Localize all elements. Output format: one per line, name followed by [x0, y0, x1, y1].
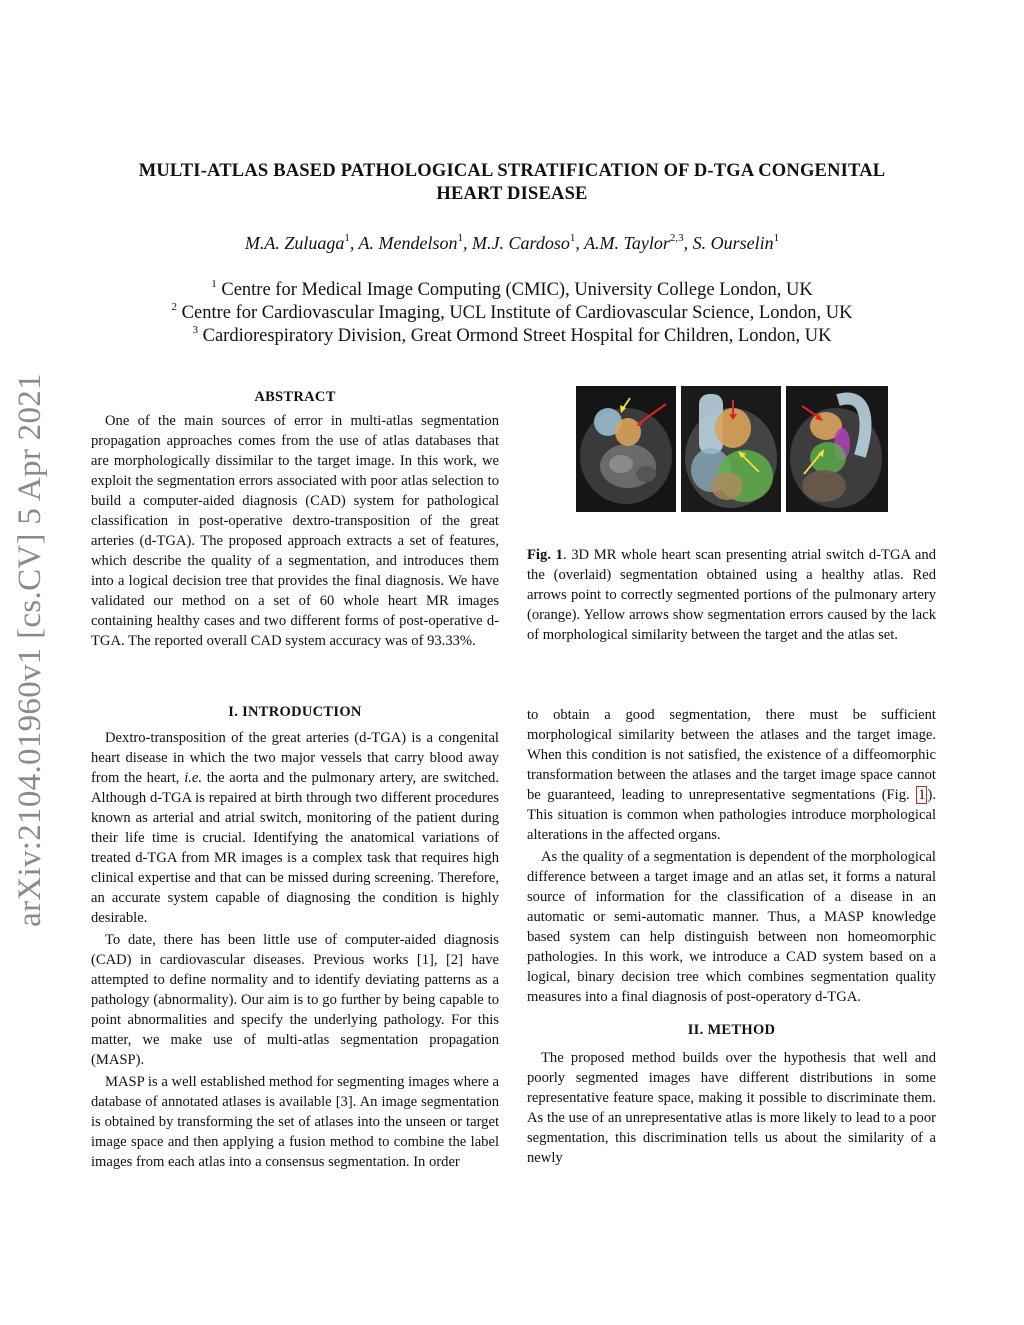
figure-1-images: [576, 386, 888, 512]
mr-coronal-image: [681, 386, 781, 512]
intro-p1-ie: i.e.: [184, 770, 203, 786]
affiliation-3: [100, 324, 924, 347]
figure-1-reference-link[interactable]: 1: [918, 787, 926, 803]
method-heading: II. METHOD: [687, 1022, 776, 1038]
intro-paragraph-1: [91, 728, 499, 928]
right-p1-text-a: to obtain a good segmentation, there must be sufficient morphological similarity between the atlases and the target image. When this condition is not satisfied, the existence of a diffeomorphic transformation between the atlases and the target image space cannot be guaranteed, leading to unrepresentative segmentations (Fig.: [527, 707, 936, 803]
title-line-2: HEART DISEASE: [436, 184, 588, 204]
abstract-heading: ABSTRACT: [254, 389, 336, 405]
author-name: S. Ourselin: [692, 233, 774, 253]
author-name: A.M. Taylor: [584, 233, 670, 253]
affiliation-2: [100, 301, 924, 324]
abstract-section: [91, 389, 499, 651]
mr-sagittal-image: [786, 386, 888, 512]
right-paragraph-1: [527, 705, 936, 845]
intro-p1-text-a: Dextro-transposition of the great arteries (d-TGA) is a congenital heart disease in which the two major vessels that carry blood away from the heart,: [91, 730, 499, 786]
author-name: A. Mendelson: [358, 233, 458, 253]
right-paragraph-2: As the quality of a segmentation is dependent of the morphological difference between a target image and an atlas set, it forms a natural source of information for the classification of a disease in an automatic or semi-automatic manner. Thus, a MASP knowledge based system can help distinguish between non homeomorphic pathologies. In this work, we introduce a CAD system based on a logical, binary decision tree which combines segmentation quality measures into a final diagnosis of post-operatory d-TGA.: [527, 849, 936, 1005]
paper-title: [100, 160, 924, 206]
affiliation-sup: 2: [171, 301, 178, 313]
right-column-text: [527, 705, 936, 1168]
intro-paragraph-2: To date, there has been little use of computer-aided diagnosis (CAD) in cardiovascular diseases. Previous works [1], [2] have attempted to define normality and to identify deviating patterns as a pathology (abnormality). Our aim is to go further by being capable to point abnormalities and specify the underlying pathology. For this matter, we make use of multi-atlas segmentation propagation (MASP).: [91, 932, 499, 1068]
author-sup: 1: [457, 232, 464, 244]
introduction-heading: I. INTRODUCTION: [228, 704, 362, 720]
mr-axial-image: [576, 386, 676, 512]
author-sup: 1: [569, 232, 576, 244]
author-name: M.A. Zuluaga: [244, 233, 345, 253]
mr-panel-sagittal: [786, 386, 888, 512]
intro-p1-text-b: the aorta and the pulmonary artery, are switched. Although d-TGA is repaired at birth through two different procedures known as arterial and atrial switch, monitoring of the patient during their life time is crucial. Identifying the anatomical variations of treated d-TGA from MR images is a complex task that requires high clinical expertise and that can be missed during screening. Therefore, an accurate system capable of diagnosing the condition is highly desirable.: [91, 770, 499, 926]
author-sup: 1: [773, 232, 780, 244]
method-paragraph-1: The proposed method builds over the hypothesis that well and poorly segmented images have different distributions in some representative feature space, making it possible to discriminate them. As the use of an unrepresentative atlas is more likely to lead to a poor segmentation, this discrimination tells us about the similarity of a newly: [527, 1050, 936, 1166]
author-sup: 1: [344, 232, 350, 244]
affiliation-sup: 1: [211, 278, 217, 290]
author-list: M.A. Zuluaga$^1$, A. Mendelson$^1$, M.J. Cardoso$^1$, A.M. Taylor$^{2,3}$, S. Ourselin$^1$: [244, 232, 780, 253]
figure-caption-text: . 3D MR whole heart scan presenting atrial switch d-TGA and the (overlaid) segmentation obtained using a healthy atlas. Red arrows point to correctly segmented portions of the pulmonary artery (orange). Yellow arrows show segmentation errors caused by the lack of morphological similarity between the target and the atlas set.: [527, 547, 936, 643]
author-sup: 2,3: [669, 232, 684, 244]
introduction-section: [91, 704, 499, 1172]
author-name: M.J. Cardoso: [472, 233, 570, 253]
affiliation-text: Centre for Cardiovascular Imaging, UCL Institute of Cardiovascular Science, London, UK: [181, 303, 853, 323]
intro-paragraph-3: MASP is a well established method for segmenting images where a database of annotated atlases is available [3]. An image segmentation is obtained by transforming the set of atlases into the unseen or target image space and then applying a fusion method to combine the label images from each atlas into a consensus segmentation. In order: [91, 1074, 499, 1170]
abstract-text: One of the main sources of error in multi-atlas segmentation propagation approaches comes from the use of atlas databases that are morphologically dissimilar to the target image. In this work, we exploit the segmentation errors associated with poor atlas selection to build a computer-aided diagnosis (CAD) system for pathological classification in post-operative dextro-transposition of the great arteries (d-TGA). The proposed approach extracts a set of features, which describe the quality of a segmentation, and introduces them into a logical decision tree that provides the final diagnosis. We have validated our method on a set of 60 whole heart MR images containing healthy cases and two different forms of post-operative d-TGA. The reported overall CAD system accuracy was of 93.33%.: [91, 413, 499, 649]
right-p1-text-b: ). This situation is common when pathologies introduce morphological alterations in the affected organs.: [527, 787, 936, 843]
figure-1-caption: [527, 545, 936, 645]
affiliation-text: Centre for Medical Image Computing (CMIC), University College London, UK: [221, 280, 813, 300]
affiliation-sup: 3: [192, 324, 198, 336]
affiliation-1: [100, 278, 924, 301]
arxiv-identifier: arXiv:2104.01960v1 [cs.CV] 5 Apr 2021: [12, 373, 48, 927]
mr-panel-axial: [576, 386, 676, 512]
mr-panel-coronal: [681, 386, 781, 512]
title-line-1: MULTI-ATLAS BASED PATHOLOGICAL STRATIFICATION OF D-TGA CONGENITAL: [138, 161, 886, 181]
affiliation-text: Cardiorespiratory Division, Great Ormond Street Hospital for Children, London, UK: [202, 326, 832, 346]
figure-label: Fig. 1: [527, 547, 563, 563]
